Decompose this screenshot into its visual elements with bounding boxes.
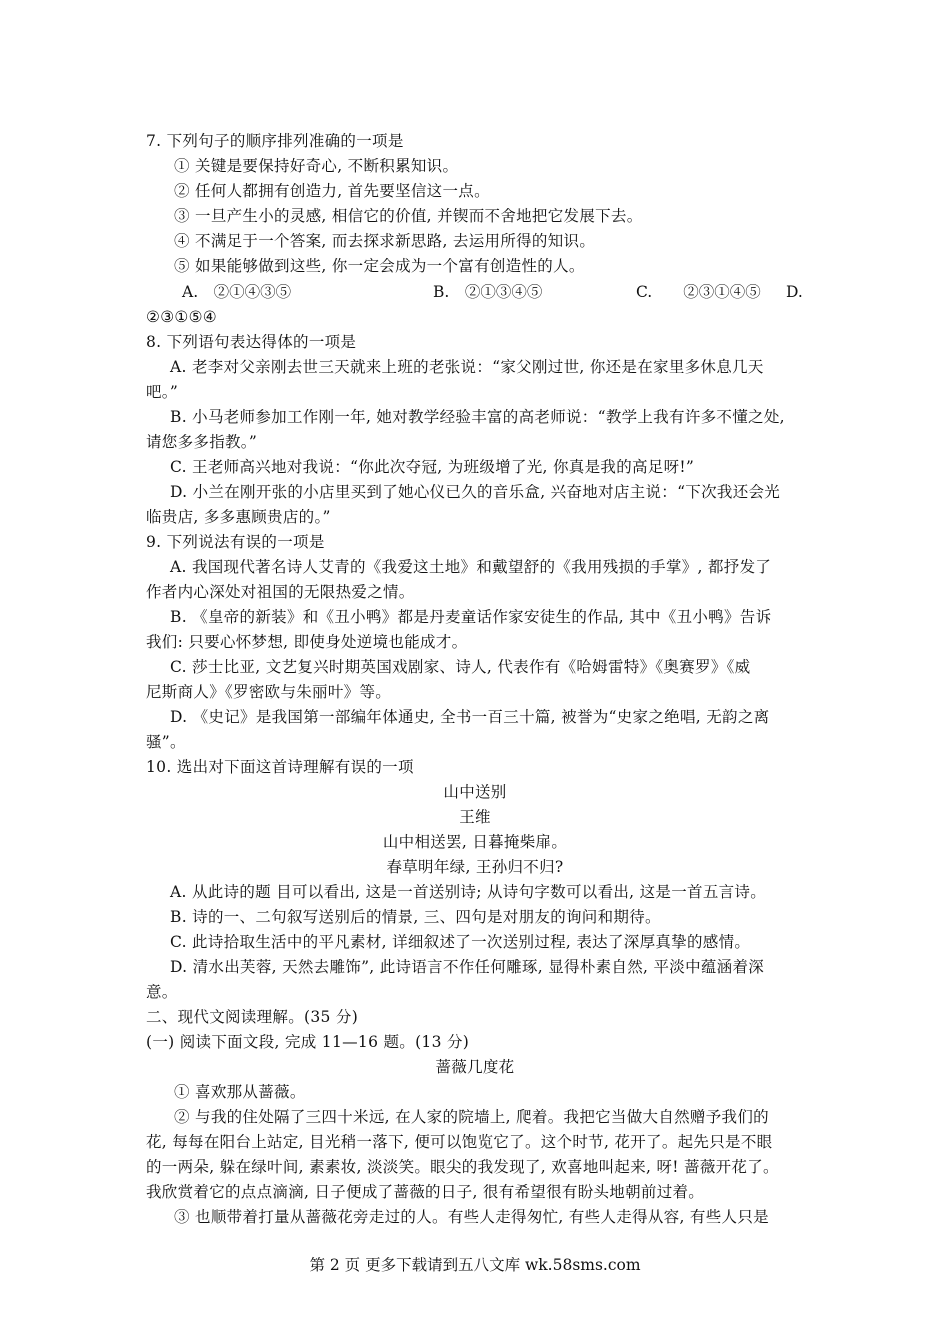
essay-paragraph-2-line1: ② 与我的住处隔了三四十米远, 在人家的院墙上, 爬着。我把它当做大自然赠予我们的 — [174, 1108, 769, 1126]
q9-option-a-line2: 作者内心深处对祖国的无限热爱之情。 — [146, 583, 415, 601]
poem-title: 山中送别 — [443, 783, 507, 801]
q7-option-d-label: D. — [786, 283, 803, 301]
essay-paragraph-2-line4: 我欣赏着它的点点滴滴, 日子便成了蔷薇的日子, 很有希望很有盼头地朝前过着。 — [146, 1183, 705, 1201]
q7-item-4: ④ 不满足于一个答案, 而去探求新思路, 去运用所得的知识。 — [174, 232, 596, 250]
q7-item-1: ① 关键是要保持好奇心, 不断积累知识。 — [174, 157, 459, 175]
q9-option-d-line1: D. 《史记》是我国第一部编年体通史, 全书一百三十篇, 被誉为“史家之绝唱, 无韵之离 — [170, 708, 770, 726]
q7-option-b: B. ②①③④⑤ — [433, 283, 543, 301]
section-heading: 二、现代文阅读理解。(35 分) — [146, 1008, 359, 1026]
q8-option-d-line2: 临贵店, 多多惠顾贵店的。” — [146, 508, 331, 526]
q7-item-2: ② 任何人都拥有创造力, 首先要坚信这一点。 — [174, 182, 490, 200]
q10-option-d-line2: 意。 — [146, 983, 178, 1001]
q9-option-b-line2: 我们: 只要心怀梦想, 即使身处逆境也能成才。 — [146, 633, 468, 651]
q8-option-c-line1: C. 王老师高兴地对我说：“你此次夺冠, 为班级增了光, 你真是我的高足呀!” — [170, 458, 695, 476]
q8-option-b-line1: B. 小马老师参加工作刚一年, 她对教学经验丰富的高老师说：“教学上我有许多不懂之处, — [170, 408, 785, 426]
q9-option-c-line2: 尼斯商人》《罗密欧与朱丽叶》等。 — [146, 683, 392, 701]
q7-item-5: ⑤ 如果能够做到这些, 你一定会成为一个富有创造性的人。 — [174, 257, 585, 275]
q10-option-a: A. 从此诗的题 目可以看出, 这是一首送别诗; 从诗句字数可以看出, 这是一首五言诗。 — [170, 883, 767, 901]
q9-option-b-line1: B. 《皇帝的新装》和《丑小鸭》都是丹麦童话作家安徒生的作品, 其中《丑小鸭》告诉 — [170, 608, 772, 626]
section-subheading: (一) 阅读下面文段, 完成 11—16 题。(13 分) — [146, 1033, 470, 1051]
q7-option-a: A. ②①④③⑤ — [182, 283, 292, 301]
q7-option-d-value: ②③①⑤④ — [146, 308, 217, 326]
q10-option-c: C. 此诗拾取生活中的平凡素材, 详细叙述了一次送别过程, 表达了深厚真挚的感情。 — [170, 933, 751, 951]
q9-option-c-line1: C. 莎士比亚, 文艺复兴时期英国戏剧家、诗人, 代表作有《哈姆雷特》《奥赛罗》《威 — [170, 658, 751, 676]
q8-stem: 8. 下列语句表达得体的一项是 — [146, 333, 357, 351]
poem-line-1: 山中相送罢, 日暮掩柴扉。 — [382, 833, 568, 851]
essay-paragraph-1: ① 喜欢那从蔷薇。 — [174, 1083, 306, 1101]
q10-option-b: B. 诗的一、二句叙写送别后的情景, 三、四句是对朋友的询问和期待。 — [170, 908, 661, 926]
poem-line-2: 春草明年绿, 王孙归不归? — [386, 858, 564, 876]
q7-stem: 7. 下列句子的顺序排列准确的一项是 — [146, 132, 404, 150]
q10-option-d-line1: D. 清水出芙蓉, 天然去雕饰”, 此诗语言不作任何雕琢, 显得朴素自然, 平淡中蕴涵着深 — [170, 958, 765, 976]
essay-paragraph-2-line2: 花, 每每在阳台上站定, 目光稍一落下, 便可以饱览它了。这个时节, 花开了。起先只是不眼 — [146, 1133, 773, 1151]
q9-option-a-line1: A. 我国现代著名诗人艾青的《我爱这土地》和戴望舒的《我用残损的手掌》, 都抒发了 — [170, 558, 772, 576]
q9-stem: 9. 下列说法有误的一项是 — [146, 533, 325, 551]
essay-paragraph-2-line3: 的一两朵, 躲在绿叶间, 素素妆, 淡淡笑。眼尖的我发现了, 欢喜地叫起来, 呀! 蔷薇开花了。 — [146, 1158, 779, 1176]
essay-title: 蔷薇几度花 — [435, 1058, 515, 1076]
q8-option-a-line2: 吧。” — [146, 383, 179, 401]
essay-paragraph-3-line1: ③ 也顺带着打量从蔷薇花旁走过的人。有些人走得匆忙, 有些人走得从容, 有些人只是 — [174, 1208, 769, 1226]
q7-item-3: ③ 一旦产生小的灵感, 相信它的价值, 并锲而不舍地把它发展下去。 — [174, 207, 643, 225]
q9-option-d-line2: 骚”。 — [146, 733, 186, 751]
q10-stem: 10. 选出对下面这首诗理解有误的一项 — [146, 758, 414, 776]
q8-option-d-line1: D. 小兰在刚开张的小店里买到了她心仪已久的音乐盒, 兴奋地对店主说：“下次我还会光 — [170, 483, 781, 501]
q8-option-b-line2: 请您多多指教。” — [146, 433, 258, 451]
q7-option-c: C. ②③①④⑤ — [636, 283, 761, 301]
q8-option-a-line1: A. 老李对父亲刚去世三天就来上班的老张说：“家父刚过世, 你还是在家里多休息几天 — [170, 358, 764, 376]
poem-author: 王维 — [459, 808, 491, 826]
page-footer: 第 2 页 更多下载请到五八文库 wk.58sms.com — [309, 1256, 641, 1274]
